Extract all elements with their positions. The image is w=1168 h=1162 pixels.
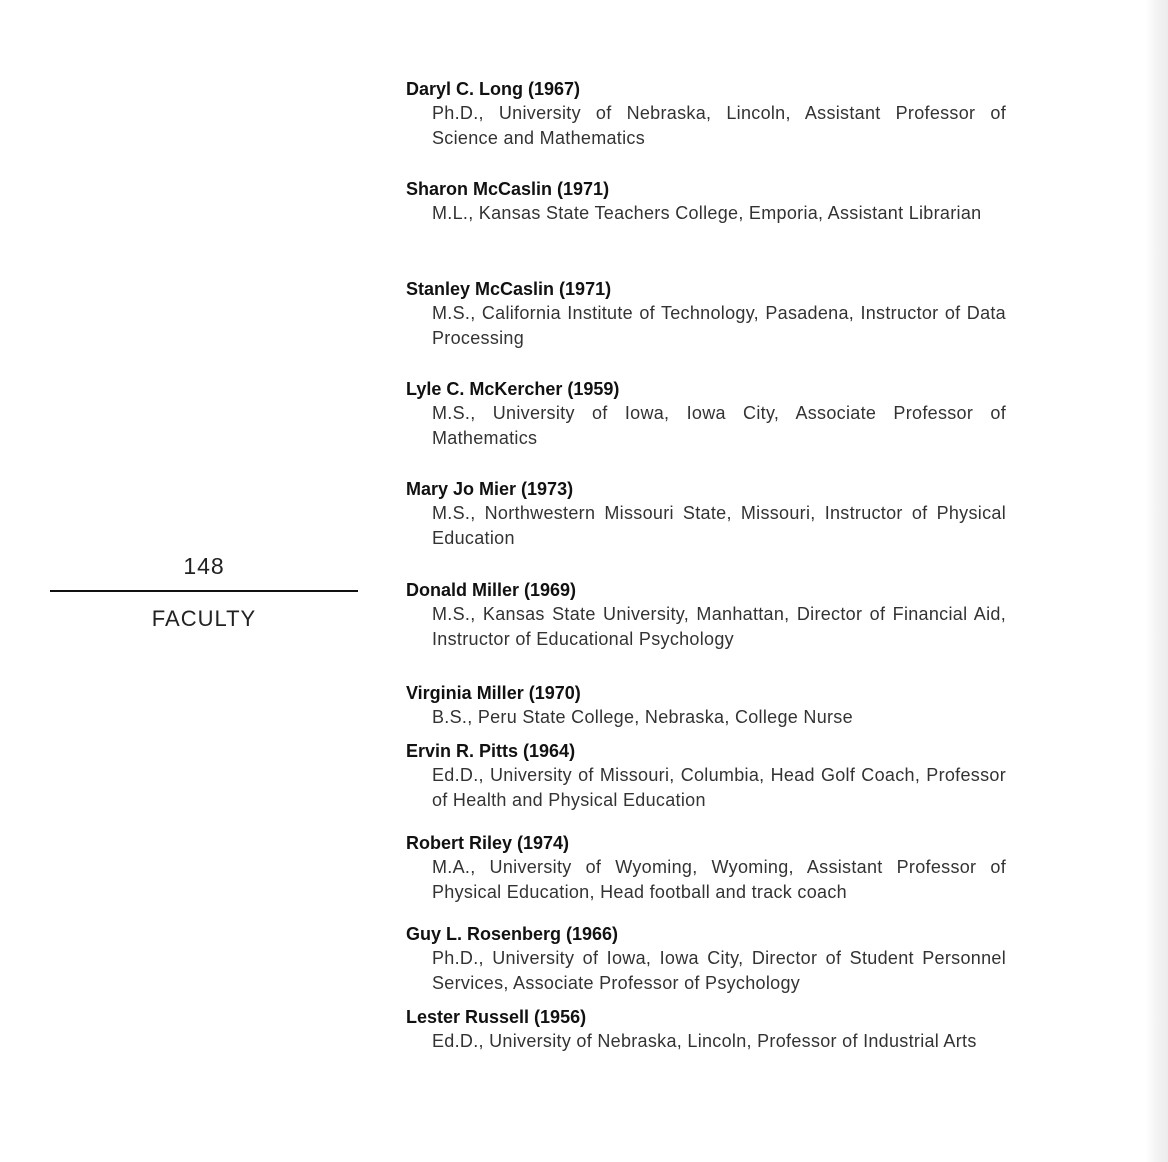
faculty-name: Virginia Miller (1970) bbox=[406, 683, 581, 703]
faculty-name: Lyle C. McKercher (1959) bbox=[406, 379, 620, 399]
faculty-entry bbox=[406, 922, 1006, 996]
page-sidebar bbox=[50, 552, 358, 632]
faculty-credentials: M.A., University of Wyoming, Wyoming, Assistant Professor of Physical Education, Head football and track coach bbox=[432, 857, 1006, 902]
section-title: FACULTY bbox=[151, 606, 257, 631]
faculty-entry bbox=[406, 578, 1006, 652]
faculty-name: Ervin R. Pitts (1964) bbox=[406, 741, 576, 761]
faculty-entry bbox=[406, 1005, 1006, 1054]
faculty-credentials: Ph.D., University of Iowa, Iowa City, Director of Student Personnel Services, Associate Professor of Psychology bbox=[432, 948, 1006, 993]
faculty-entry bbox=[406, 477, 1006, 551]
faculty-entry bbox=[406, 681, 1006, 730]
faculty-entry bbox=[406, 77, 1006, 151]
faculty-name: Stanley McCaslin (1971) bbox=[406, 279, 612, 299]
faculty-credentials: M.L., Kansas State Teachers College, Emporia, Assistant Librarian bbox=[432, 203, 982, 223]
page-gutter-shadow bbox=[1146, 0, 1168, 1162]
faculty-entry bbox=[406, 739, 1006, 813]
faculty-entry bbox=[406, 377, 1006, 451]
faculty-credentials: M.S., Northwestern Missouri State, Missouri, Instructor of Physical Education bbox=[432, 503, 1006, 548]
faculty-credentials: Ed.D., University of Missouri, Columbia, Head Golf Coach, Professor of Health and Physical Education bbox=[432, 765, 1006, 810]
faculty-name: Daryl C. Long (1967) bbox=[406, 79, 581, 99]
page-number: 148 bbox=[183, 553, 225, 579]
faculty-name: Robert Riley (1974) bbox=[406, 833, 570, 853]
faculty-credentials: Ph.D., University of Nebraska, Lincoln, Assistant Professor of Science and Mathematics bbox=[432, 103, 1006, 148]
faculty-entry bbox=[406, 177, 1006, 226]
faculty-name: Guy L. Rosenberg (1966) bbox=[406, 924, 619, 944]
faculty-credentials: M.S., California Institute of Technology, Pasadena, Instructor of Data Processing bbox=[432, 303, 1006, 348]
faculty-name: Mary Jo Mier (1973) bbox=[406, 479, 574, 499]
faculty-credentials: B.S., Peru State College, Nebraska, College Nurse bbox=[432, 707, 853, 727]
faculty-entry bbox=[406, 831, 1006, 905]
faculty-name: Lester Russell (1956) bbox=[406, 1007, 587, 1027]
faculty-credentials: Ed.D., University of Nebraska, Lincoln, Professor of Industrial Arts bbox=[432, 1031, 977, 1051]
faculty-credentials: M.S., Kansas State University, Manhattan, Director of Financial Aid, Instructor of Educational Psychology bbox=[432, 604, 1006, 649]
sidebar-divider bbox=[50, 590, 358, 592]
faculty-name: Sharon McCaslin (1971) bbox=[406, 179, 610, 199]
faculty-entry bbox=[406, 277, 1006, 351]
faculty-credentials: M.S., University of Iowa, Iowa City, Associate Professor of Mathematics bbox=[432, 403, 1006, 448]
faculty-name: Donald Miller (1969) bbox=[406, 580, 577, 600]
